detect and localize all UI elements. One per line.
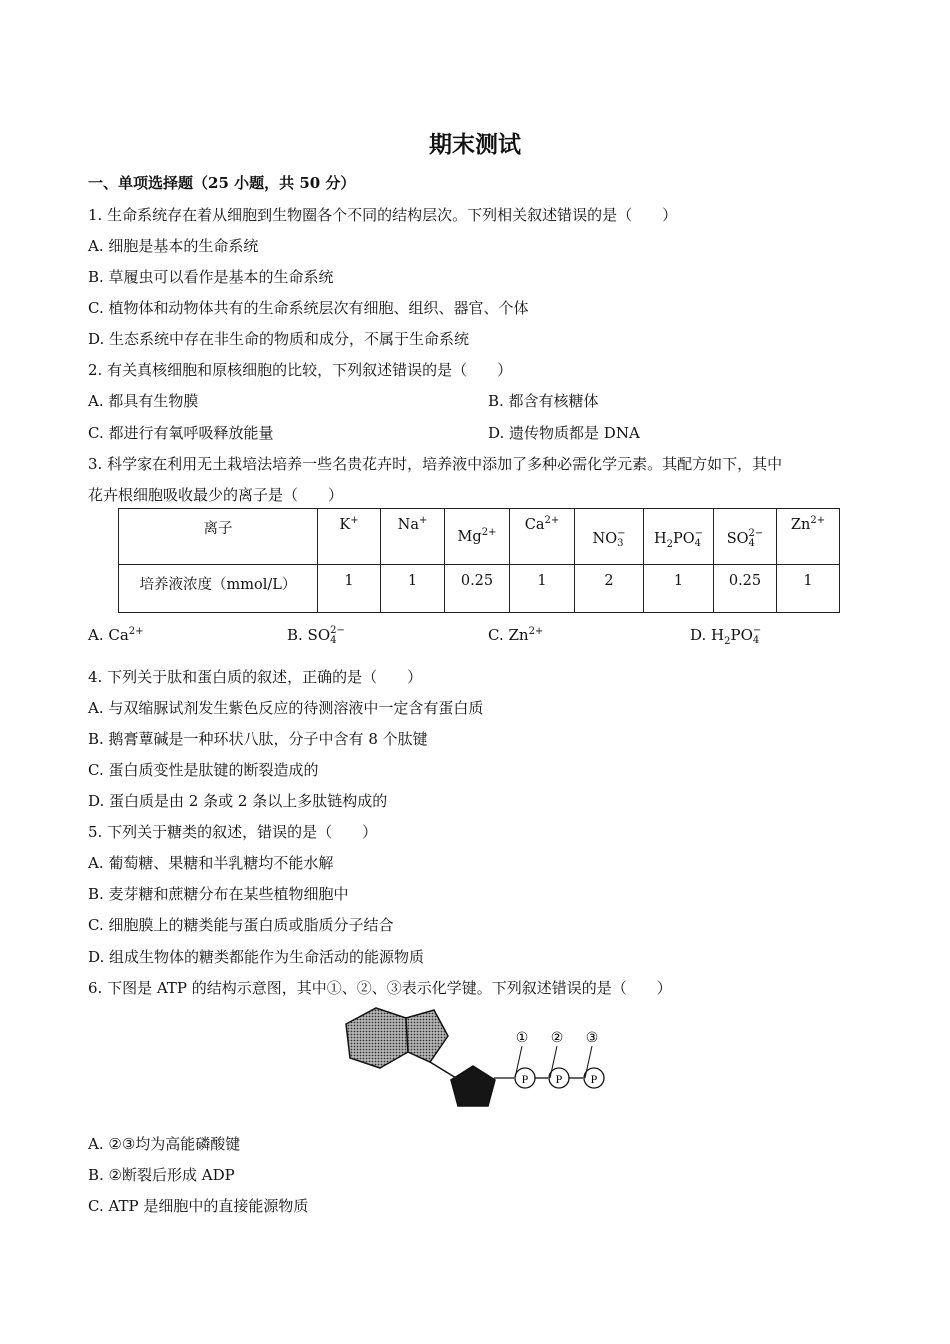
question-3-option-d: D. $H_2PO$ − 4 [690, 625, 762, 647]
question-4-option-a: A. 与双缩脲试剂发生紫色反应的待测溶液中一定含有蛋白质 [88, 699, 484, 717]
value-so4: 0.25 [714, 565, 777, 613]
ion-h2po4: $H_2PO$ − 4 [644, 509, 714, 565]
bond-3-label: ③ [585, 1030, 599, 1046]
value-zn: 1 [777, 565, 840, 613]
question-5-option-c: C. 细胞膜上的糖类能与蛋白质或脂质分子结合 [88, 916, 394, 934]
question-3-option-c: C. $Zn^{2+}$ [488, 626, 544, 644]
table-row-concentration [119, 565, 840, 613]
question-3-option-b: B. SO 2− 4 [287, 625, 345, 646]
ion-na: Na+ [381, 509, 445, 565]
ion-ca: $Ca^{2+}$ [510, 509, 575, 565]
bond-1-label: ① [515, 1030, 529, 1046]
question-2-option-d: D. 遗传物质都是 DNA [488, 424, 640, 442]
question-1-stem: 1. 生命系统存在着从细胞到生物圈各个不同的结构层次。下列相关叙述错误的是（ ） [88, 206, 678, 224]
page-title: 期末测试 [429, 131, 521, 158]
question-4-option-d: D. 蛋白质是由 2 条或 2 条以上多肽链构成的 [88, 792, 388, 810]
ion-zn: $Zn^{2+}$ [777, 509, 840, 565]
value-no3: 2 [575, 565, 644, 613]
question-6-option-c: C. ATP 是细胞中的直接能源物质 [88, 1197, 309, 1215]
question-5-option-d: D. 组成生物体的糖类都能作为生命活动的能源物质 [88, 948, 425, 966]
question-4-option-c: C. 蛋白质变性是肽键的断裂造成的 [88, 761, 319, 779]
question-6-stem: 6. 下图是 ATP 的结构示意图，其中①、②、③表示化学键。下列叙述错误的是（ ） [88, 979, 672, 997]
question-5-option-a: A. 葡萄糖、果糖和半乳糖均不能水解 [88, 854, 334, 872]
question-6-option-a: A. ②③均为高能磷酸键 [88, 1135, 241, 1153]
value-k: 1 [318, 565, 381, 613]
ion-concentration-table [118, 508, 840, 613]
question-3-stem-line-1: 3. 科学家在利用无土栽培法培养一些名贵花卉时，培养液中添加了多种必需化学元素。其配方如下，其中 [88, 455, 783, 473]
question-3-option-a: A. $Ca^{2+}$ [88, 626, 144, 644]
question-5-stem: 5. 下列关于糖类的叙述，错误的是（ ） [88, 823, 378, 841]
value-h2po4: 1 [644, 565, 714, 613]
question-2-option-b: B. 都含有核糖体 [488, 392, 599, 410]
bond-2-label: ② [550, 1030, 564, 1046]
value-ca: 1 [510, 565, 575, 613]
ion-mg: $Mg^{2+}$ [445, 509, 510, 565]
question-1-option-c: C. 植物体和动物体共有的生命系统层次有细胞、组织、器官、个体 [88, 299, 529, 317]
table-row-ions [119, 509, 840, 565]
question-2-option-c: C. 都进行有氧呼吸释放能量 [88, 424, 274, 442]
ion-so4: SO 2− 4 [714, 509, 777, 565]
phosphate-2-label: P [555, 1072, 563, 1086]
phosphate-3-label: P [590, 1072, 598, 1086]
question-1-option-b: B. 草履虫可以看作是基本的生命系统 [88, 268, 334, 286]
question-6-option-b: B. ②断裂后形成 ADP [88, 1166, 235, 1184]
question-4-option-b: B. 鹅膏蕈碱是一种环状八肽，分子中含有 8 个肽键 [88, 730, 428, 748]
section-heading: 一、单项选择题（25 小题，共 50 分） [88, 174, 356, 192]
glycosidic-bond-line [430, 1062, 456, 1078]
ion-k: K+ [318, 509, 381, 565]
adenine-hexagon-ring [346, 1008, 408, 1068]
table-header-concentration: 培养液浓度（mmol/L） [119, 565, 318, 613]
adenine-pentagon-ring [406, 1010, 448, 1062]
phosphate-1-label: P [521, 1072, 529, 1086]
question-5-option-b: B. 麦芽糖和蔗糖分布在某些植物细胞中 [88, 885, 349, 903]
value-mg: 0.25 [445, 565, 510, 613]
ribose-pentagon [451, 1066, 495, 1106]
atp-structure-diagram [338, 1000, 618, 1115]
question-2-stem: 2. 有关真核细胞和原核细胞的比较，下列叙述错误的是（ ） [88, 361, 513, 379]
question-4-stem: 4. 下列关于肽和蛋白质的叙述，正确的是（ ） [88, 668, 423, 686]
table-header-ion: 离子 [119, 509, 318, 565]
question-1-option-d: D. 生态系统中存在非生命的物质和成分，不属于生命系统 [88, 330, 470, 348]
question-2-option-a: A. 都具有生物膜 [88, 392, 199, 410]
ion-no3: NO − 3 [575, 509, 644, 565]
value-na: 1 [381, 565, 445, 613]
question-3-stem-line-2: 花卉根细胞吸收最少的离子是（ ） [88, 486, 344, 504]
question-1-option-a: A. 细胞是基本的生命系统 [88, 237, 259, 255]
